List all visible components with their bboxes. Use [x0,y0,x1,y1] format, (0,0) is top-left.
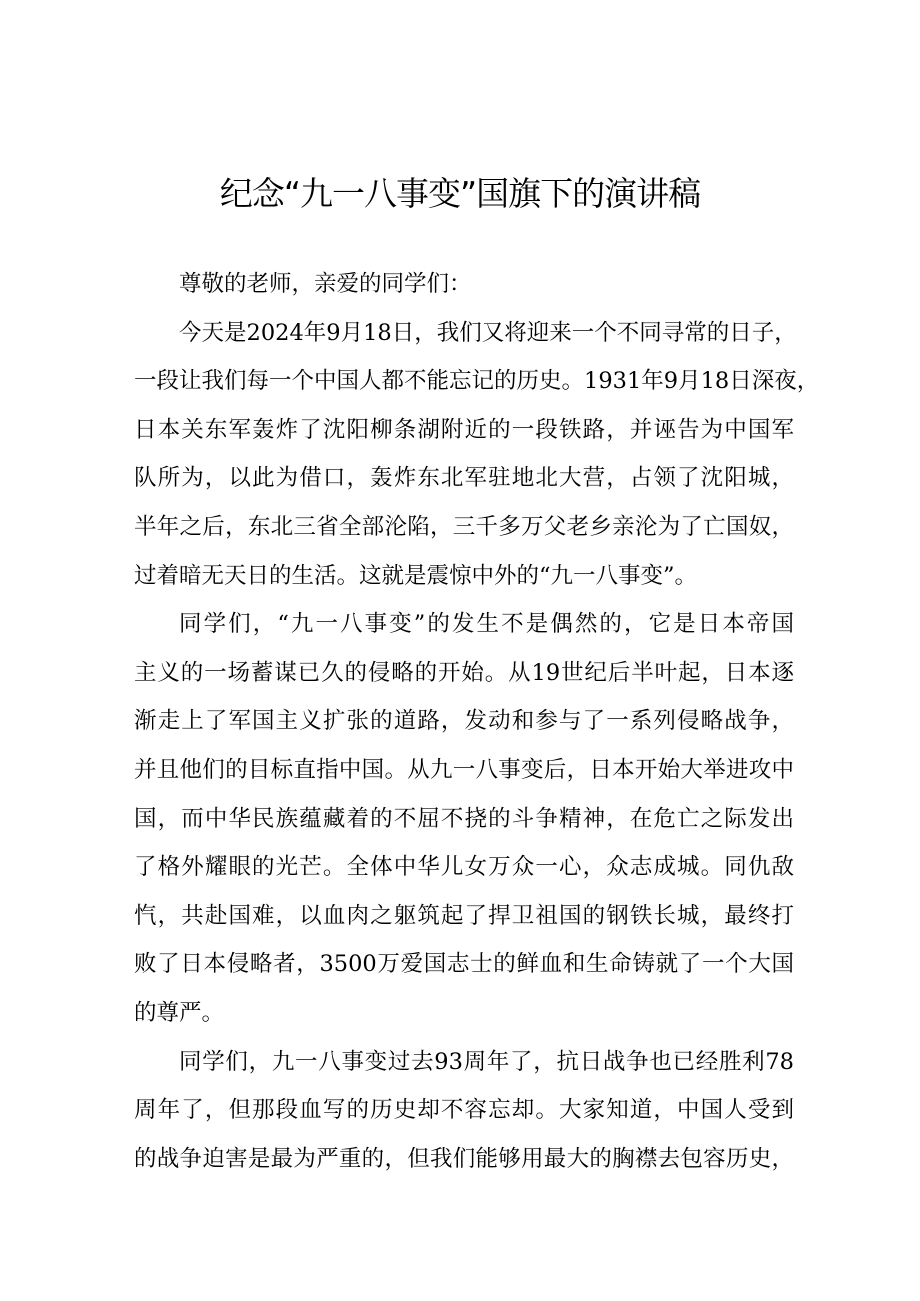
paragraph-1-line-4: 队所为，以此为借口，轰炸东北军驻地北大营，占领了沈阳城， [134,465,794,492]
paragraph-1-line-6: 过着暗无天日的生活。这就是震惊中外的“九一八事变”。 [134,562,698,589]
speech-body [134,260,820,1183]
paragraph-1-line-1: 今天是2024年9月18日，我们又将迎来一个不同寻常的日子， [179,319,797,346]
paragraph-2-line-1: 同学们，“九一八事变”的发生不是偶然的，它是日本帝国 [179,611,794,638]
paragraph-1-line-2: 一段让我们每一个中国人都不能忘记的历史。1931年9月18日深夜， [134,368,820,395]
paragraph-1-line-3: 日本关东军轰炸了沈阳柳条湖附近的一段铁路，并诬告为中国军 [134,416,794,443]
paragraph-3-line-1: 同学们，九一八事变过去93周年了，抗日战争也已经胜利78 [179,1048,794,1075]
paragraph-2-line-3: 渐走上了军国主义扩张的道路，发动和参与了一系列侵略战争， [134,708,794,735]
paragraph-2-line-2: 主义的一场蓄谋已久的侵略的开始。从19世纪后半叶起，日本逐 [134,659,794,686]
paragraph-3-line-3: 的战争迫害是最为严重的，但我们能够用最大的胸襟去包容历史， [134,1145,794,1172]
salutation-line: 尊敬的老师，亲爱的同学们： [179,271,472,297]
paragraph-2-line-8: 败了日本侵略者，3500万爱国志士的鲜血和生命铸就了一个大国 [134,951,794,978]
paragraph-2-line-6: 了格外耀眼的光芒。全体中华儿女万众一心，众志成城。同仇敌 [134,854,794,881]
document-title: 纪念“九一八事变”国旗下的演讲稿 [219,174,701,213]
paragraph-2-line-5: 国，而中华民族蕴藏着的不屈不挠的斗争精神，在危亡之际发出 [134,805,794,832]
paragraph-2-line-9: 的尊严。 [134,999,225,1026]
paragraph-2-line-7: 忾，共赴国难，以血肉之躯筑起了捍卫祖国的钢铁长城，最终打 [134,902,794,929]
paragraph-2-line-4: 并且他们的目标直指中国。从九一八事变后，日本开始大举进攻中 [134,756,794,783]
paragraph-1-line-5: 半年之后，东北三省全部沦陷，三千多万父老乡亲沦为了亡国奴， [134,513,794,540]
paragraph-3-line-2: 周年了，但那段血写的历史却不容忘却。大家知道，中国人受到 [134,1097,794,1124]
